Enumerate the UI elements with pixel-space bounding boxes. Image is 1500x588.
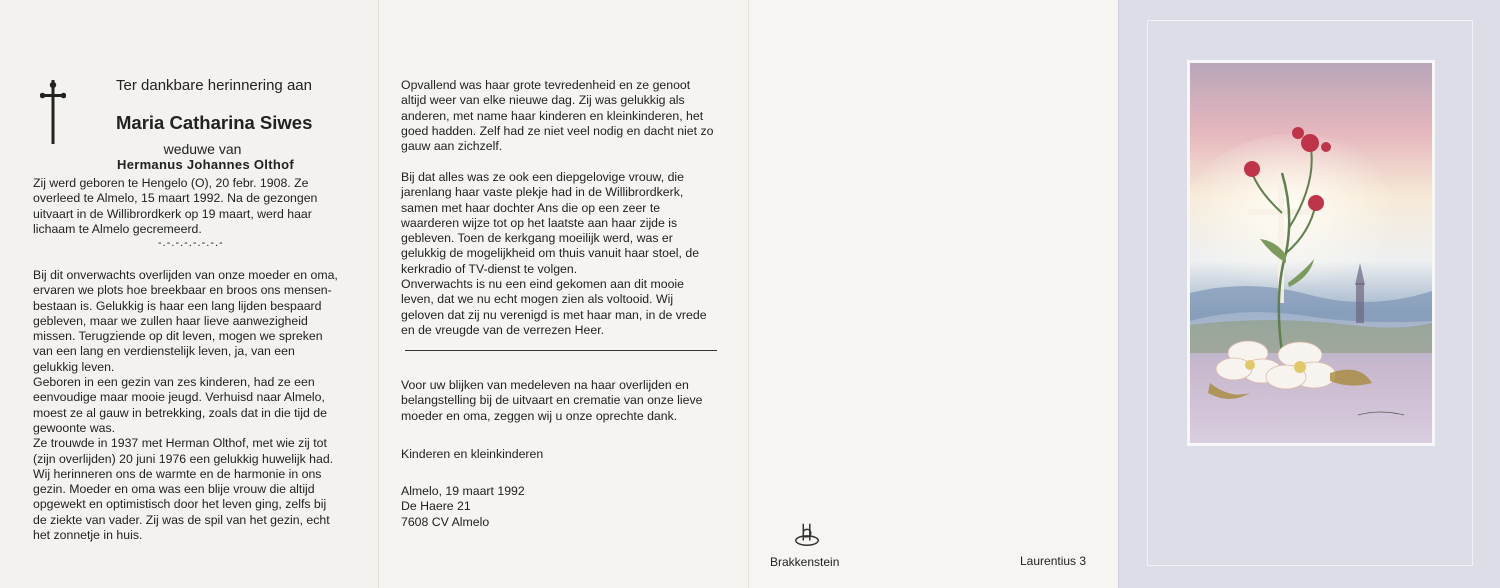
address-line: De Haere 21 bbox=[401, 499, 471, 514]
husband-name: Hermanus Johannes Olthof bbox=[117, 157, 294, 172]
publisher-name: Brakkenstein bbox=[770, 555, 840, 569]
text-line: eenvoudige maar mooie jeugd. Verhuisd naar Almelo, bbox=[33, 390, 325, 405]
text-line: altijd weer van elke nieuwe dag. Zij was gelukkig als bbox=[401, 93, 685, 108]
text-line: (zijn overlijden) 20 juni 1976 een gelukkig huwelijk had. bbox=[33, 451, 334, 466]
back-panel bbox=[748, 0, 1119, 588]
text-line: gewoonte was. bbox=[33, 420, 116, 435]
text-line: van een lang en verdienstelijk leven, ja, van een bbox=[33, 344, 295, 359]
paragraph-1 bbox=[33, 268, 347, 543]
text-line: en de vreugde van de verrezen Heer. bbox=[401, 322, 605, 337]
text-line: gauw aan zichzelf. bbox=[401, 139, 503, 154]
text-line: moest ze al gauw in betrekking, zoals dat in die tijd de bbox=[33, 405, 327, 420]
text-line: lichaam te Almelo gecremeerd. bbox=[33, 221, 202, 236]
paragraph-contentment bbox=[401, 78, 718, 154]
separator: -.-.-.-.-.-.-.- bbox=[158, 237, 224, 249]
text-line: gebleven. Toen de kerkgang moeilijk werd, was er bbox=[401, 231, 673, 246]
flower-cross-illustration bbox=[1187, 60, 1435, 446]
text-line: Bij dit onverwachts overlijden van onze moeder en oma, bbox=[33, 268, 338, 282]
intro-line: Ter dankbare herinnering aan bbox=[116, 77, 312, 94]
paragraph-faith bbox=[401, 170, 718, 338]
text-line: Geboren in een gezin van zes kinderen, had ze een bbox=[33, 375, 315, 390]
illustration-art bbox=[1190, 63, 1432, 443]
text-line: Zij werd geboren te Hengelo (O), 20 febr. 1908. Ze bbox=[33, 176, 309, 190]
text-line: belangstelling bij de uitvaart en crematie van onze lieve bbox=[401, 393, 703, 408]
text-line: ervaren we plots hoe breekbaar en broos ons mensen- bbox=[33, 283, 332, 298]
address-line: 7608 CV Almelo bbox=[401, 514, 490, 529]
text-line: jarenlang haar vaste plekje had in de Willibrordkerk, bbox=[401, 185, 684, 200]
text-line: Ze trouwde in 1937 met Herman Olthof, met wie zij tot bbox=[33, 436, 327, 451]
text-line: samen met haar dochter Ans die op een zeer te bbox=[401, 200, 661, 215]
text-line: het zonnetje in huis. bbox=[33, 528, 143, 543]
text-line: gelukkig leven. bbox=[33, 359, 115, 374]
series-number: Laurentius 3 bbox=[1020, 554, 1087, 568]
address-block bbox=[401, 484, 525, 530]
memorial-panel-middle bbox=[378, 0, 749, 588]
cross-icon bbox=[40, 80, 66, 144]
text-line: kerkradio of TV-dienst te volgen. bbox=[401, 261, 578, 276]
divider-line bbox=[405, 350, 717, 351]
front-cover bbox=[1118, 0, 1500, 588]
text-line: Onverwachts is nu een eind gekomen aan dit mooie bbox=[401, 277, 684, 292]
bio-paragraph bbox=[33, 176, 347, 237]
text-line: Opvallend was haar grote tevredenheid en ze genoot bbox=[401, 78, 691, 92]
text-line: missen. Terugziende op dit leven, mogen we spreken bbox=[33, 329, 323, 344]
text-line: Voor uw blijken van medeleven na haar overlijden en bbox=[401, 378, 689, 392]
text-line: Bij dat alles was ze ook een diepgelovige vrouw, die bbox=[401, 170, 685, 184]
text-line: leven, dat we nu echt mogen zien als voltooid. Wij bbox=[401, 292, 674, 307]
text-line: bestaan is. Gelukkig is haar een lang lijden bespaard bbox=[33, 298, 322, 313]
deceased-name: Maria Catharina Siwes bbox=[116, 112, 313, 133]
memorial-panel-left bbox=[0, 0, 378, 588]
text-line: gezin. Moeder en oma was een blije vrouw die altijd bbox=[33, 482, 315, 497]
text-line: overleed te Almelo, 15 maart 1992. Na de gezongen bbox=[33, 191, 318, 206]
text-line: uitvaart in de Willibrordkerk op 19 maart, werd haar bbox=[33, 206, 312, 221]
address-line: Almelo, 19 maart 1992 bbox=[401, 484, 525, 498]
text-line: de ziekte van vader. Zij was de spil van het gezin, echt bbox=[33, 512, 330, 527]
text-line: moeder en oma, zeggen wij u onze oprechte dank. bbox=[401, 408, 678, 423]
text-line: goed hadden. Zelf had ze niet veel nodig en dacht niet zo bbox=[401, 123, 714, 138]
publisher-logo-icon bbox=[793, 520, 821, 548]
text-line: anderen, met name haar kinderen en kleinkinderen, het bbox=[401, 108, 704, 123]
text-line: gelukkig de mogelijkheid om thuis vanuit haar stoel, de bbox=[401, 246, 700, 261]
text-line: waarderen wijze tot op het laatste aan haar zijde is bbox=[401, 215, 678, 230]
text-line: Wij herinneren ons de warmte en de harmonie in ons bbox=[33, 466, 322, 481]
text-line: gebleven, maar we zullen haar lieve aanwezigheid bbox=[33, 313, 308, 328]
text-line: geloven dat zij nu verenigd is met haar man, in de vrede bbox=[401, 307, 707, 322]
widow-of-label: weduwe van bbox=[163, 141, 242, 157]
signature: Kinderen en kleinkinderen bbox=[401, 447, 544, 461]
thanks-paragraph bbox=[401, 378, 718, 424]
text-line: opgewekt en optimistisch door het leven ging, zelfs bij bbox=[33, 497, 327, 512]
